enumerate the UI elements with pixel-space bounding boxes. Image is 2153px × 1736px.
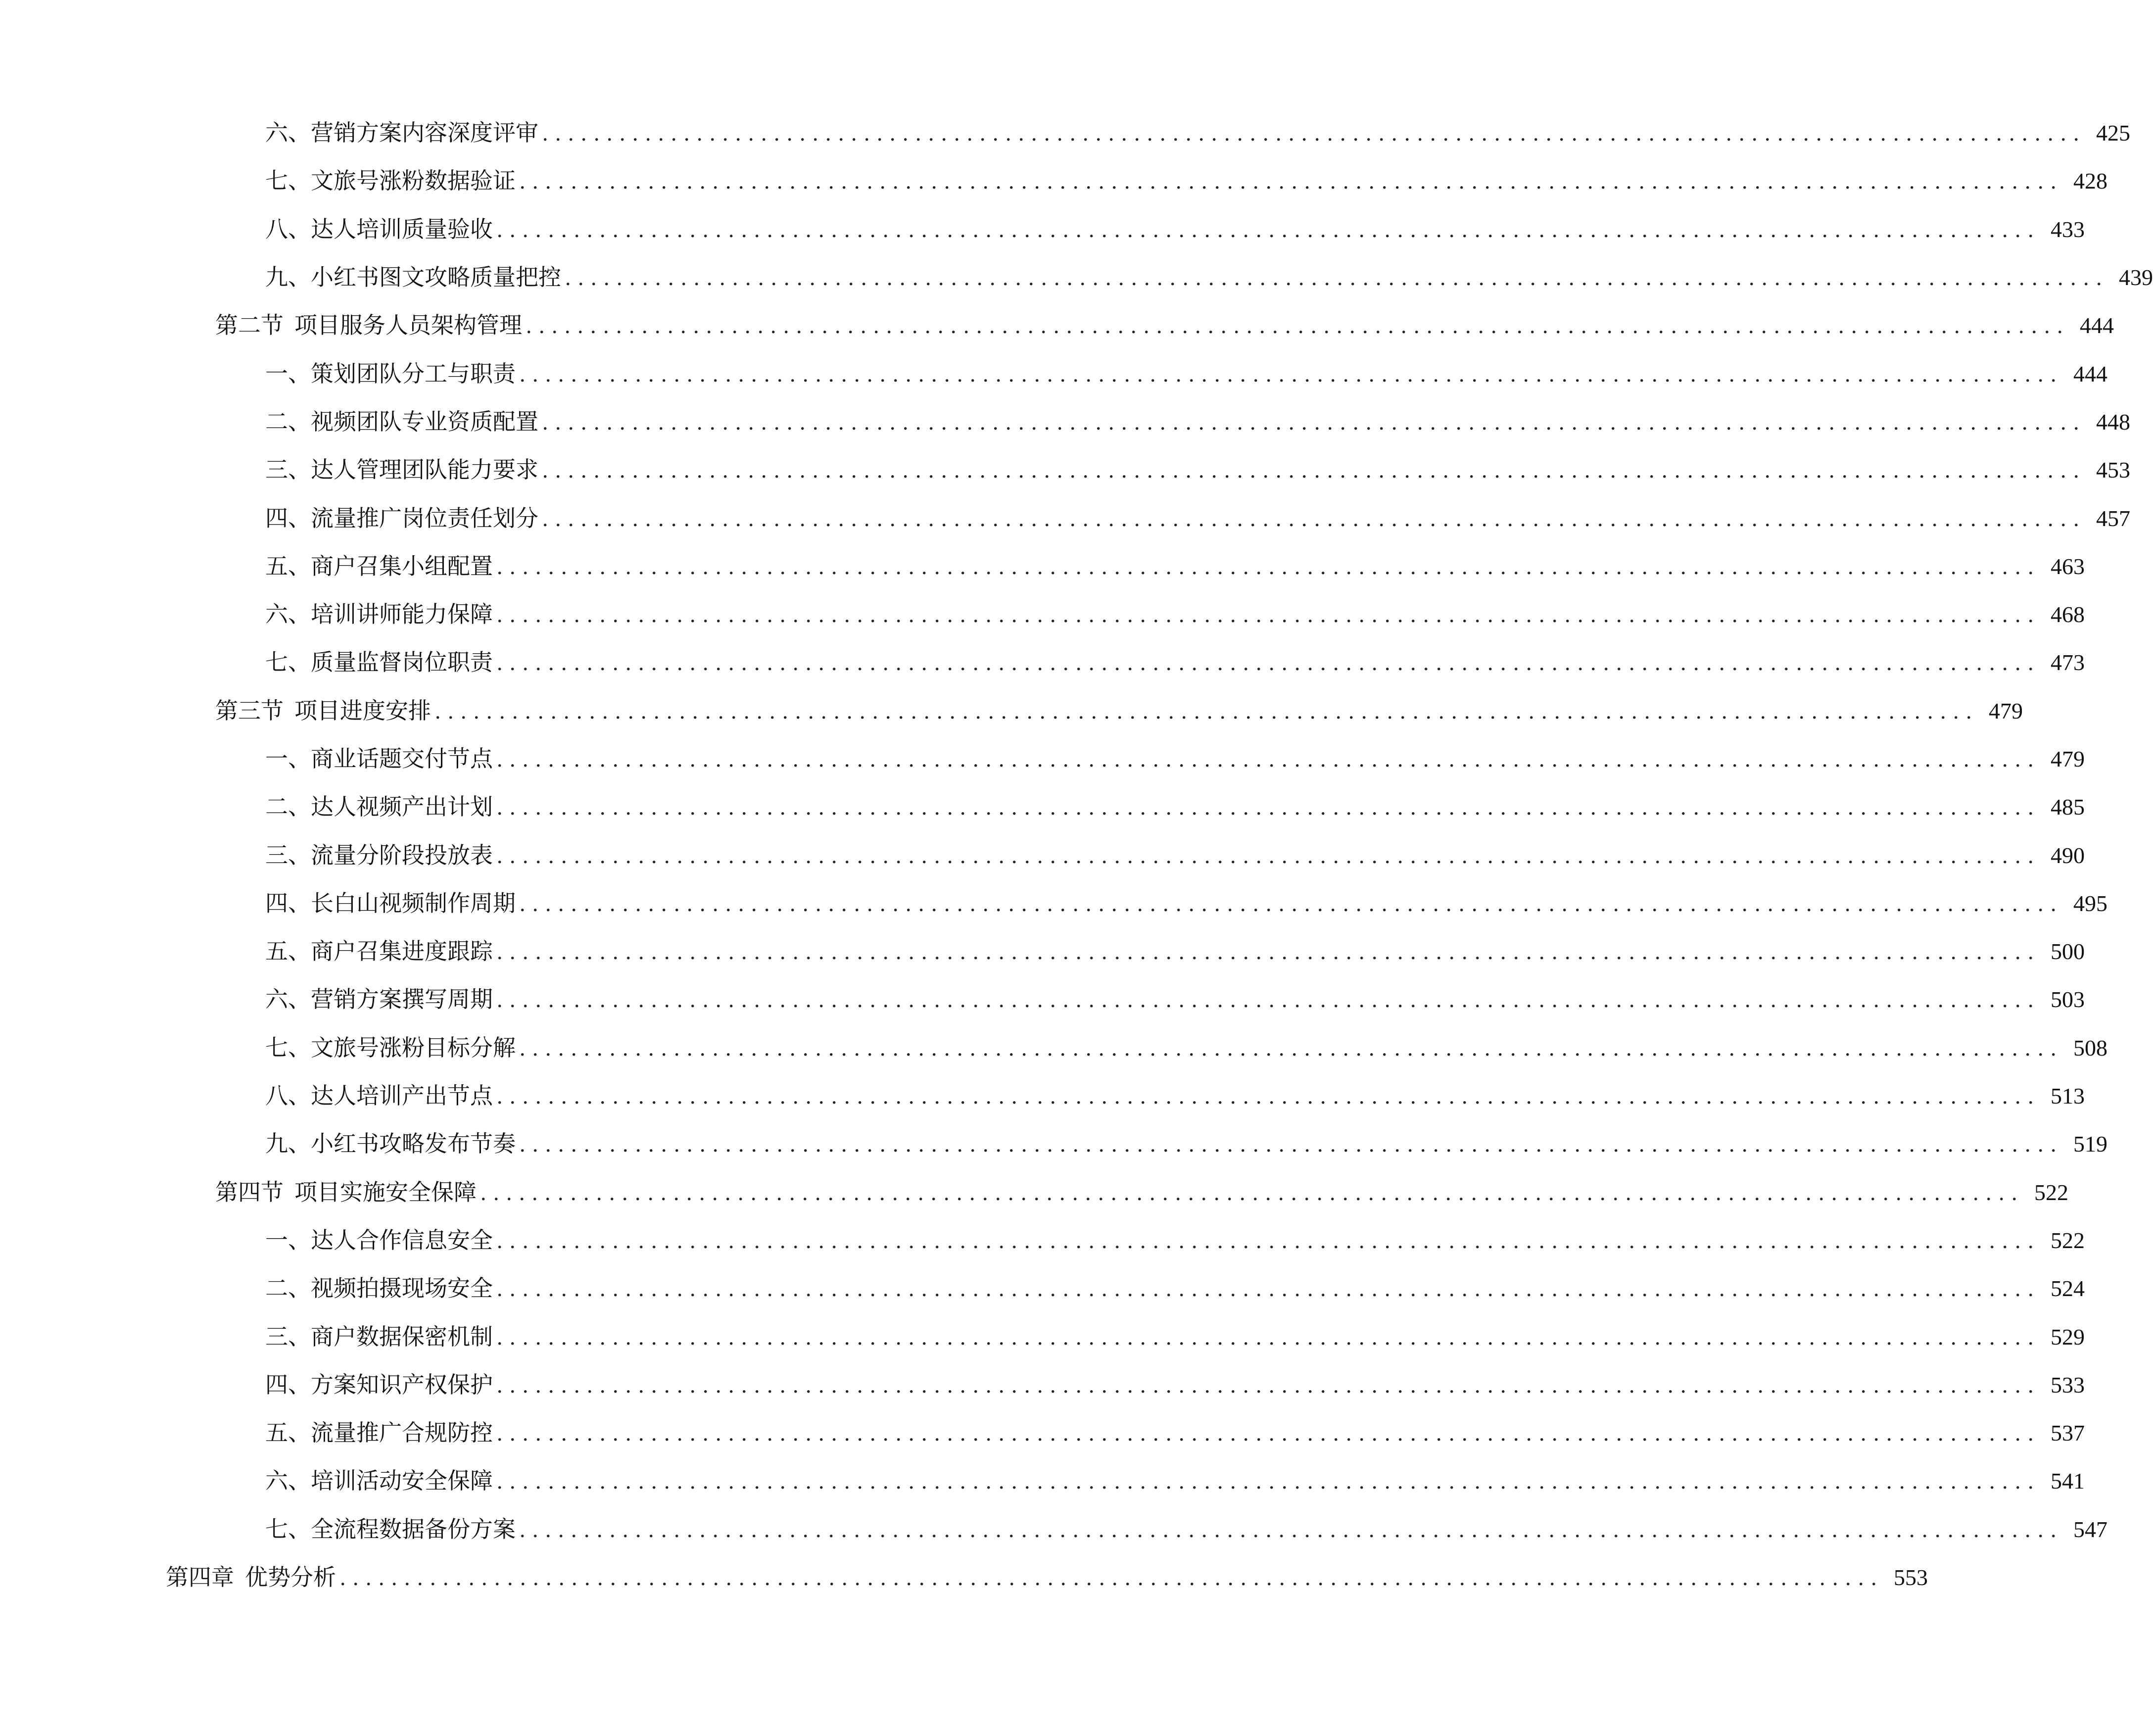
dot-leader: ........................................................................................................................ — [497, 1420, 2041, 1446]
toc-entry-item[interactable] — [0, 349, 2107, 397]
toc-entry-item[interactable] — [0, 735, 2085, 783]
toc-entry-page: 473 — [2051, 650, 2085, 675]
toc-entry-title: 流量分阶段投放表 — [311, 841, 493, 868]
dot-leader: ........................................................................................................................ — [497, 1468, 2041, 1494]
toc-entry-title: 达人视频产出计划 — [311, 793, 493, 820]
toc-entry-item[interactable] — [0, 1216, 2085, 1264]
dot-leader: ........................................................................................................................ — [497, 602, 2041, 627]
dot-leader: ........................................................................................................................ — [497, 987, 2041, 1013]
toc-entry-number: 五、 — [265, 938, 311, 965]
toc-entry-title: 商户召集进度跟踪 — [311, 938, 493, 965]
toc-entry-title: 培训活动安全保障 — [311, 1467, 493, 1495]
toc-entry-number: 七、 — [265, 1515, 311, 1543]
toc-entry-page: 428 — [2073, 168, 2107, 194]
toc-entry-title: 达人培训产出节点 — [311, 1082, 493, 1109]
dot-leader: ........................................................................................................................ — [565, 265, 2109, 290]
dot-leader: ........................................................................................................................ — [542, 457, 2086, 483]
toc-entry-page: 522 — [2034, 1179, 2068, 1205]
toc-entry-title: 视频团队专业资质配置 — [311, 408, 538, 435]
toc-entry-title: 长白山视频制作周期 — [311, 889, 516, 916]
toc-entry-number: 六、 — [265, 601, 311, 628]
toc-entry-item[interactable] — [0, 1024, 2107, 1072]
toc-entry-number: 七、 — [265, 649, 311, 676]
toc-entry-page: 503 — [2051, 987, 2085, 1013]
toc-entry-title: 流量推广合规防控 — [311, 1419, 493, 1447]
toc-entry-section[interactable] — [0, 301, 2114, 349]
toc-entry-number: 二、 — [265, 408, 311, 435]
dot-leader: ........................................................................................................................ — [542, 120, 2086, 146]
toc-entry-page: 448 — [2096, 409, 2130, 434]
toc-entry-page: 524 — [2051, 1276, 2085, 1302]
toc-entry-item[interactable] — [0, 1457, 2085, 1505]
toc-entry-number: 第四章 — [166, 1564, 234, 1591]
toc-entry-title: 小红书图文攻略质量把控 — [311, 264, 561, 291]
toc-entry-page: 479 — [1989, 698, 2023, 723]
toc-entry-page: 508 — [2073, 1035, 2107, 1061]
dot-leader: ........................................................................................................................ — [497, 1324, 2041, 1350]
toc-entry-title: 方案知识产权保护 — [311, 1371, 493, 1398]
toc-entry-title: 达人管理团队能力要求 — [311, 456, 538, 483]
toc-entry-item[interactable] — [0, 1264, 2085, 1312]
toc-entry-title: 流量推广岗位责任划分 — [311, 504, 538, 531]
toc-entry-page: 485 — [2051, 794, 2085, 820]
dot-leader: ........................................................................................................................ — [542, 505, 2086, 531]
toc-entry-number: 第四节 — [215, 1178, 284, 1206]
toc-entry-title: 策划团队分工与职责 — [311, 360, 516, 387]
dot-leader: ........................................................................................................................ — [497, 939, 2041, 964]
dot-leader: ........................................................................................................................ — [542, 409, 2086, 434]
dot-leader: ........................................................................................................................ — [497, 1372, 2041, 1398]
toc-entry-page: 457 — [2096, 505, 2130, 531]
toc-entry-page: 495 — [2073, 890, 2107, 916]
toc-entry-item[interactable] — [0, 975, 2085, 1023]
toc-entry-number: 六、 — [265, 119, 311, 146]
toc-entry-title: 全流程数据备份方案 — [311, 1515, 516, 1543]
dot-leader: ........................................................................................................................ — [520, 890, 2063, 916]
toc-entry-page: 468 — [2051, 602, 2085, 627]
dot-leader: ........................................................................................................................ — [520, 1516, 2063, 1542]
toc-entry-section[interactable] — [0, 687, 2023, 735]
toc-entry-number: 六、 — [265, 986, 311, 1013]
dot-leader: ........................................................................................................................ — [520, 168, 2063, 194]
toc-entry-title: 文旅号涨粉目标分解 — [311, 1034, 516, 1061]
toc-entry-number: 八、 — [265, 1082, 311, 1109]
toc-entry-item[interactable] — [0, 109, 2130, 157]
toc-entry-number: 第二节 — [215, 312, 284, 339]
dot-leader: ........................................................................................................................ — [497, 553, 2041, 579]
toc-entry-title: 质量监督岗位职责 — [311, 649, 493, 676]
dot-leader: ........................................................................................................................ — [520, 1035, 2063, 1061]
toc-entry-item[interactable] — [0, 1072, 2085, 1120]
toc-entry-number: 五、 — [265, 552, 311, 579]
toc-entry-page: 553 — [1894, 1565, 1928, 1591]
toc-entry-item[interactable] — [0, 1120, 2107, 1168]
dot-leader: ........................................................................................................................ — [340, 1565, 1884, 1591]
dot-leader: ........................................................................................................................ — [497, 1083, 2041, 1109]
toc-entry-page: 433 — [2051, 216, 2085, 242]
toc-entry-number: 二、 — [265, 793, 311, 820]
dot-leader: ........................................................................................................................ — [497, 746, 2041, 772]
toc-entry-page: 513 — [2051, 1083, 2085, 1109]
dot-leader: ........................................................................................................................ — [520, 1131, 2063, 1157]
toc-entry-page: 537 — [2051, 1420, 2085, 1446]
toc-entry-title: 商户召集小组配置 — [311, 552, 493, 579]
toc-entry-page: 522 — [2051, 1227, 2085, 1253]
toc-entry-item[interactable] — [0, 638, 2085, 686]
toc-entry-title: 视频拍摄现场安全 — [311, 1275, 493, 1302]
toc-entry-page: 463 — [2051, 553, 2085, 579]
toc-entry-number: 九、 — [265, 264, 311, 291]
toc-entry-item[interactable] — [0, 927, 2085, 975]
toc-entry-page: 533 — [2051, 1372, 2085, 1398]
toc-entry-number: 三、 — [265, 1323, 311, 1350]
toc-entry-number: 六、 — [265, 1467, 311, 1495]
toc-entry-page: 479 — [2051, 746, 2085, 772]
dot-leader: ........................................................................................................................ — [497, 842, 2041, 868]
toc-entry-number: 五、 — [265, 1419, 311, 1447]
dot-leader: ........................................................................................................................ — [526, 313, 2070, 338]
toc-entry-item[interactable] — [0, 590, 2085, 638]
toc-entry-item[interactable] — [0, 446, 2130, 494]
toc-entry-page: 444 — [2073, 361, 2107, 386]
toc-entry-page: 547 — [2073, 1516, 2107, 1542]
toc-entry-number: 一、 — [265, 360, 311, 387]
toc-entry-item[interactable] — [0, 1312, 2085, 1360]
toc-entry-item[interactable] — [0, 1505, 2107, 1553]
toc-entry-item[interactable] — [0, 398, 2130, 446]
toc-entry-number: 一、 — [265, 1226, 311, 1254]
toc-entry-number: 第三节 — [215, 697, 284, 724]
dot-leader: ........................................................................................................................ — [480, 1179, 2024, 1205]
toc-entry-title: 优势分析 — [245, 1564, 336, 1591]
toc-entry-page: 490 — [2051, 842, 2085, 868]
table-of-contents — [0, 109, 2153, 1601]
toc-entry-title: 培训讲师能力保障 — [311, 601, 493, 628]
toc-entry-title: 达人培训质量验收 — [311, 215, 493, 242]
dot-leader: ........................................................................................................................ — [497, 216, 2041, 242]
toc-entry-item[interactable] — [0, 1409, 2085, 1457]
toc-entry-number: 二、 — [265, 1275, 311, 1302]
toc-entry-item[interactable] — [0, 542, 2085, 590]
toc-entry-number: 七、 — [265, 167, 311, 194]
dot-leader: ........................................................................................................................ — [497, 794, 2041, 820]
toc-entry-number: 四、 — [265, 1371, 311, 1398]
dot-leader: ........................................................................................................................ — [435, 698, 1979, 723]
toc-entry-page: 529 — [2051, 1324, 2085, 1350]
toc-entry-item[interactable] — [0, 494, 2130, 542]
toc-entry-title: 营销方案内容深度评审 — [311, 119, 538, 146]
toc-entry-item[interactable] — [0, 1361, 2085, 1409]
dot-leader: ........................................................................................................................ — [520, 361, 2063, 386]
toc-entry-title: 项目实施安全保障 — [294, 1178, 477, 1206]
toc-entry-section[interactable] — [0, 1168, 2068, 1216]
dot-leader: ........................................................................................................................ — [497, 650, 2041, 675]
toc-entry-page: 519 — [2073, 1131, 2107, 1157]
toc-entry-title: 小红书攻略发布节奏 — [311, 1130, 516, 1157]
toc-entry-title: 商户数据保密机制 — [311, 1323, 493, 1350]
toc-entry-number: 八、 — [265, 215, 311, 242]
dot-leader: ........................................................................................................................ — [497, 1227, 2041, 1253]
toc-entry-page: 541 — [2051, 1468, 2085, 1494]
toc-entry-page: 500 — [2051, 939, 2085, 964]
toc-entry-item[interactable] — [0, 253, 2153, 301]
toc-entry-number: 一、 — [265, 745, 311, 772]
toc-entry-number: 三、 — [265, 841, 311, 868]
toc-entry-page: 425 — [2096, 120, 2130, 146]
toc-entry-page: 453 — [2096, 457, 2130, 483]
toc-entry-item[interactable] — [0, 205, 2085, 253]
toc-entry-title: 营销方案撰写周期 — [311, 986, 493, 1013]
toc-entry-title: 达人合作信息安全 — [311, 1226, 493, 1254]
toc-entry-title: 文旅号涨粉数据验证 — [311, 167, 516, 194]
toc-entry-item[interactable] — [0, 783, 2085, 831]
toc-entry-page: 439 — [2119, 265, 2153, 290]
toc-entry-item[interactable] — [0, 879, 2107, 927]
toc-entry-number: 七、 — [265, 1034, 311, 1061]
toc-entry-page: 444 — [2080, 313, 2114, 338]
dot-leader: ........................................................................................................................ — [497, 1276, 2041, 1302]
toc-entry-number: 四、 — [265, 889, 311, 916]
toc-entry-number: 四、 — [265, 504, 311, 531]
toc-entry-item[interactable] — [0, 157, 2107, 205]
toc-entry-title: 项目进度安排 — [294, 697, 431, 724]
toc-entry-title: 商业话题交付节点 — [311, 745, 493, 772]
toc-entry-item[interactable] — [0, 831, 2085, 879]
toc-entry-number: 九、 — [265, 1130, 311, 1157]
toc-entry-title: 项目服务人员架构管理 — [294, 312, 522, 339]
toc-entry-chapter[interactable] — [0, 1553, 1928, 1601]
toc-entry-number: 三、 — [265, 456, 311, 483]
